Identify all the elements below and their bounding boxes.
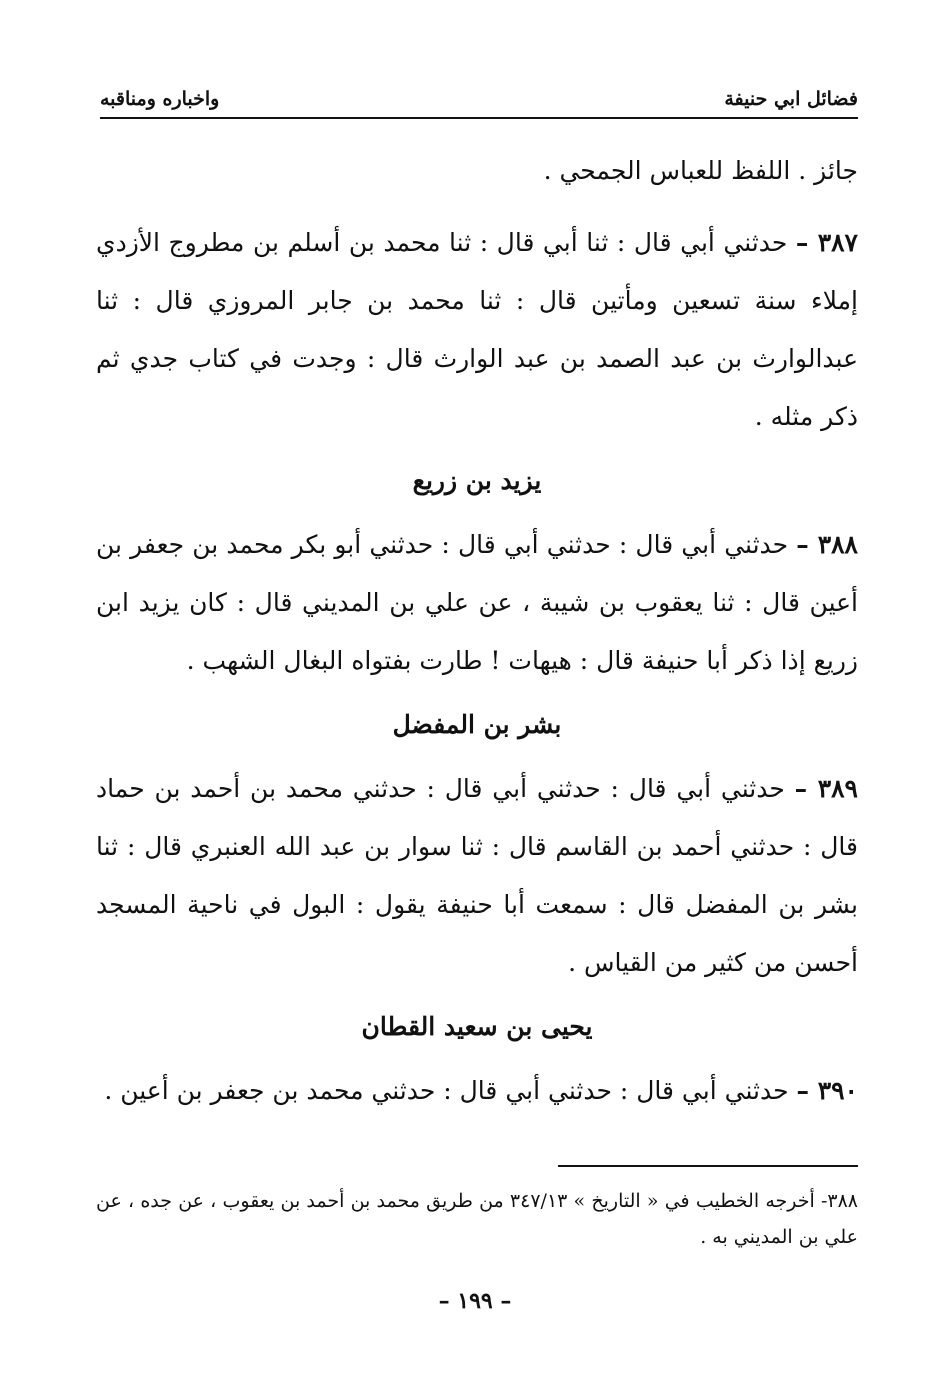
paragraph-text: حدثني أبي قال : حدثني أبي قال : حدثني محمد بن جعفر بن أعين .	[104, 1076, 789, 1105]
paragraph-389	[96, 760, 858, 992]
paragraph-388	[96, 516, 858, 690]
paragraph-number: ٣٨٨ –	[796, 530, 858, 559]
footnote-rule	[558, 1165, 858, 1167]
running-head	[100, 82, 858, 116]
main-text	[96, 142, 858, 1120]
paragraph-text: حدثني أبي قال : حدثني أبي قال : حدثني محمد بن أحمد بن حماد قال : حدثني أحمد بن القاسم قال : ثنا سوار بن عبد الله العنبري قال : ثنا بشر بن المفضل قال : سمعت أبا حنيفة يقول : البول في ناحية المسجد أحسن من كثير من القياس .	[96, 774, 858, 977]
continuation-line: جائز . اللفظ للعباس الجمحي .	[543, 156, 858, 185]
running-head-title: فضائل ابي حنيفة	[724, 88, 858, 110]
section-heading: يحيى بن سعيد القطان	[361, 1012, 593, 1041]
section-heading: يزيد بن زريع	[412, 466, 542, 495]
paragraph-text: حدثني أبي قال : ثنا أبي قال : ثنا محمد بن أسلم بن مطروج الأزدي إملاء سنة تسعين ومأتين قال : ثنا محمد بن جابر المروزي قال : ثنا عبدالوارث بن عبد الصمد بن عبد الوارث قال : وجدت في كتاب جدي ثم ذكر مثله .	[96, 228, 858, 431]
paragraph-387	[96, 214, 858, 446]
page-number: – ١٩٩ –	[438, 1288, 512, 1314]
running-head-subtitle: واخباره ومناقبه	[100, 88, 220, 110]
paragraph-number: ٣٨٧ –	[795, 228, 858, 257]
paragraph-number: ٣٨٩ –	[794, 774, 858, 803]
paragraph-text: حدثني أبي قال : حدثني أبي قال : حدثني أبو بكر محمد بن جعفر بن أعين قال : ثنا يعقوب بن شيبة ، عن علي بن المديني قال : كان يزيد ابن زريع إذا ذكر أبا حنيفة قال : هيهات ! طارت بفتواه البغال الشهب .	[96, 530, 858, 675]
footnote: ٣٨٨- أخرجه الخطيب في « التاريخ » ٣٤٧/١٣ من طريق محمد بن أحمد بن يعقوب ، عن جده ، عن علي بن المديني به .	[96, 1190, 859, 1248]
header-rule	[100, 117, 858, 119]
paragraph-390	[96, 1062, 858, 1120]
paragraph-number: ٣٩٠ –	[796, 1076, 858, 1105]
section-heading: بشر بن المفضل	[392, 710, 562, 739]
spacer	[96, 200, 858, 214]
